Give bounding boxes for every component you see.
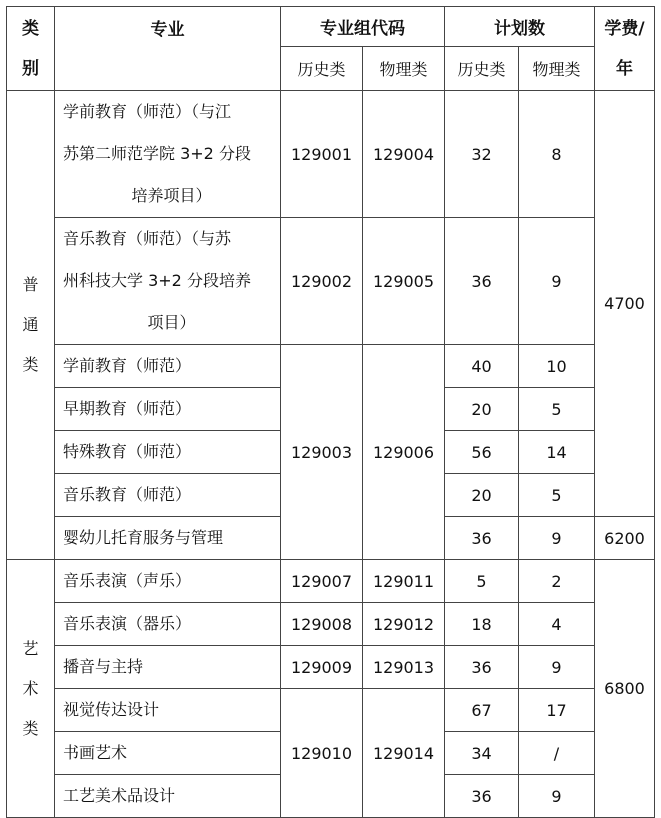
enrollment-plan-table [6, 6, 655, 818]
plan-physics: 9 [519, 775, 595, 818]
code-group-header: 专业组代码 [281, 7, 445, 47]
major-name: 婴幼儿托育服务与管理 [55, 517, 281, 560]
plan-history: 20 [445, 474, 519, 517]
fee-general: 4700 [595, 91, 655, 517]
plan-physics: 5 [519, 388, 595, 431]
table-row [7, 345, 655, 388]
major-name: 书画艺术 [55, 732, 281, 775]
plan-physics: 2 [519, 560, 595, 603]
fee-infant-care: 6200 [595, 517, 655, 560]
plan-history: 36 [445, 517, 519, 560]
plan-physics: 10 [519, 345, 595, 388]
plan-physics: / [519, 732, 595, 775]
table-row [7, 689, 655, 732]
code-history: 129008 [281, 603, 363, 646]
code-history: 129007 [281, 560, 363, 603]
code-history: 129010 [281, 689, 363, 818]
plan-physics: 14 [519, 431, 595, 474]
plan-history: 36 [445, 218, 519, 345]
major-name: 音乐表演（声乐） [55, 560, 281, 603]
code-physics: 129013 [363, 646, 445, 689]
table-row [7, 560, 655, 603]
code-history: 129002 [281, 218, 363, 345]
code-history: 129003 [281, 345, 363, 560]
plan-history: 67 [445, 689, 519, 732]
major-name: 音乐表演（器乐） [55, 603, 281, 646]
major-name: 学前教育（师范）（与江 苏第二师范学院 3+2 分段 培养项目） [55, 91, 281, 218]
major-name: 音乐教育（师范）（与苏 州科技大学 3+2 分段培养 项目） [55, 218, 281, 345]
plan-history: 40 [445, 345, 519, 388]
fee-header: 学费/ 年 [595, 7, 655, 91]
code-physics: 129005 [363, 218, 445, 345]
code-history-header: 历史类 [281, 47, 363, 91]
plan-history: 5 [445, 560, 519, 603]
major-name: 早期教育（师范） [55, 388, 281, 431]
category-art: 艺 术 类 [7, 560, 55, 818]
plan-history: 32 [445, 91, 519, 218]
fee-art: 6800 [595, 560, 655, 818]
major-name: 播音与主持 [55, 646, 281, 689]
plan-history-header: 历史类 [445, 47, 519, 91]
plan-history: 36 [445, 775, 519, 818]
major-name: 学前教育（师范） [55, 345, 281, 388]
plan-physics: 5 [519, 474, 595, 517]
plan-history: 36 [445, 646, 519, 689]
table-row [7, 603, 655, 646]
plan-physics: 9 [519, 646, 595, 689]
plan-physics: 9 [519, 218, 595, 345]
table-row [7, 218, 655, 345]
code-physics: 129004 [363, 91, 445, 218]
plan-header: 计划数 [445, 7, 595, 47]
plan-history: 18 [445, 603, 519, 646]
code-history: 129001 [281, 91, 363, 218]
code-history: 129009 [281, 646, 363, 689]
category-header: 类 别 [7, 7, 55, 91]
plan-history: 56 [445, 431, 519, 474]
plan-physics: 4 [519, 603, 595, 646]
plan-physics-header: 物理类 [519, 47, 595, 91]
code-physics: 129014 [363, 689, 445, 818]
major-name: 特殊教育（师范） [55, 431, 281, 474]
table-row [7, 646, 655, 689]
plan-history: 20 [445, 388, 519, 431]
code-physics-header: 物理类 [363, 47, 445, 91]
table-row [7, 91, 655, 218]
category-general: 普 通 类 [7, 91, 55, 560]
major-name: 工艺美术品设计 [55, 775, 281, 818]
code-physics: 129011 [363, 560, 445, 603]
major-name: 音乐教育（师范） [55, 474, 281, 517]
plan-history: 34 [445, 732, 519, 775]
code-physics: 129006 [363, 345, 445, 560]
major-name: 视觉传达设计 [55, 689, 281, 732]
major-header: 专业 [55, 7, 281, 91]
plan-physics: 9 [519, 517, 595, 560]
code-physics: 129012 [363, 603, 445, 646]
plan-physics: 8 [519, 91, 595, 218]
plan-physics: 17 [519, 689, 595, 732]
